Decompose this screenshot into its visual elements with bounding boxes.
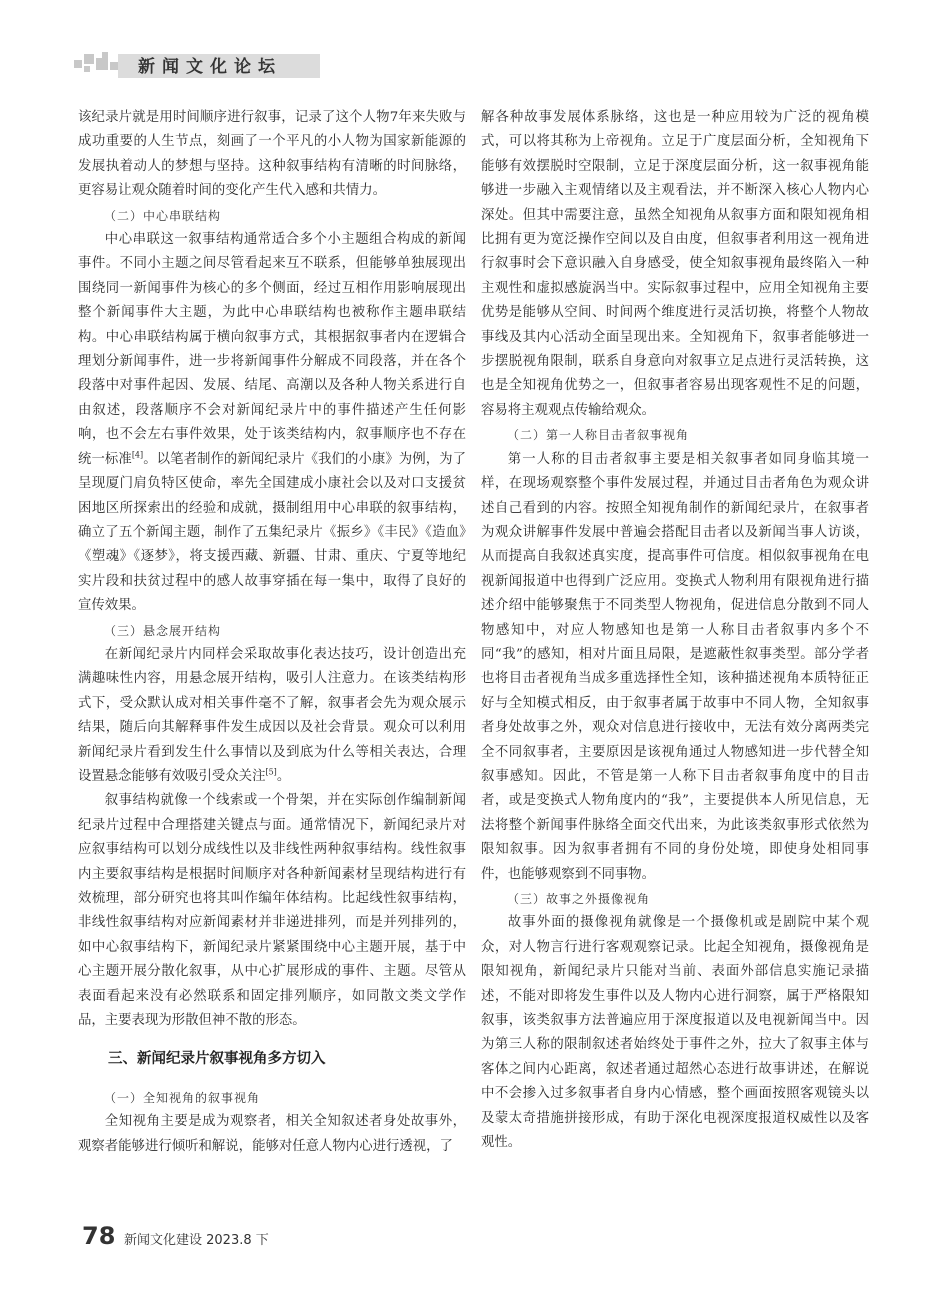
- right-column: [481, 106, 869, 1155]
- paragraph: 全知视角主要是成为观察者，相关全知叙述者身处故事外，观察者能够进行倾听和解说，能够对任意人物内心进行透视，了: [78, 1114, 466, 1154]
- subsection-heading: （二）中心串联结构: [104, 208, 222, 223]
- journal-info: 新闻文化建设 2023.8 下: [124, 1233, 269, 1248]
- paragraph: 解各种故事发展体系脉络，这也是一种应用较为广泛的视角模式，可以将其称为上帝视角。立足于广度层面分析，全知视角下能够有效摆脱时空限制，立足于深度层面分析，这一叙事视角能够进一步融入主观情绪以及主观看法，并不断深入核心人物内心深处。但其中需要注意，虽然全知视角从叙事方面和限知视角相比拥有更为宽泛操作空间以及自由度，但叙事者利用这一视角进行叙事时会下意识融入自身感受，使全知叙事视角最终陷入一种主观性和虚拟感旋涡当中。实际叙事过程中，应用全知视角主要优势是能够从空间、时间两个维度进行灵活切换，将整个人物故事线及其内心活动全面呈现出来。全知视角下，叙事者能够进一步摆脱视角限制，联系自身意向对叙事立足点进行灵活转换，这也是全知视角优势之一，但叙事者容易出现客观性不足的问题，容易将主观观点传输给观众。: [481, 110, 869, 418]
- paragraph: 第一人称的目击者叙事主要是相关叙事者如同身临其境一样，在现场观察整个事件发展过程，并通过目击者角色为观众讲述自己看到的内容。按照全知视角制作的新闻纪录片，在叙事者为观众讲解事件发展中普遍会搭配目击者以及新闻当事人访谈，从而提高自我叙述真实度，提高事件可信度。相似叙事视角在电视新闻报道中也得到广泛应用。变换式人物利用有限视角进行描述介绍中能够聚焦于不同类型人物视角，促进信息分散到不同人物感知中，对应人物感知也是第一人称目击者叙事内多个不同“我”的感知，相对片面且局限，是遮蔽性叙事类型。部分学者也将目击者视角当成多重选择性全知，该种描述视角本质特征正好与全知模式相反，由于叙事者属于故事中不同人物，全知叙事者身处故事之外，观众对信息进行接收中，无法有效分离两类完全不同叙事者，主要原因是该视角通过人物感知进一步代替全知叙事感知。因此，不管是第一人称下目击者叙事角度中的目击者，或是变换式人物角度内的“我”，主要提供本人所见信息，无法将整个新闻事件脉络全面交代出来，为此该类叙事形式依然为限知叙事。因为叙事者拥有不同的身份处境，即使身处相同事件，也能够观察到不同事物。: [481, 451, 869, 882]
- subsection-heading: （一）全知视角的叙事视角: [104, 1090, 261, 1105]
- subsection-heading: （三）悬念展开结构: [104, 623, 222, 638]
- page-number: 78: [82, 1222, 116, 1250]
- section-heading: 三、新闻纪录片叙事视角多方切入: [108, 1051, 326, 1068]
- paragraph: 在新闻纪录片内同样会采取故事化表达技巧，设计创造出充满趣味性内容，用悬念展开结构，吸引人注意力。在该类结构形式下，受众默认成对相关事件毫不了解，叙事者会先为观众展示结果，随后向其解释事件发生成因以及社会背景。观众可以利用新闻纪录片看到发生什么事情以及到底为什么等相关表达，合理设置悬念能够有效吸引受众关注[5]。: [78, 646, 466, 784]
- citation-4: [4]: [131, 450, 144, 460]
- paragraph: 中心串联这一叙事结构通常适合多个小主题组合构成的新闻事件。不同小主题之间尽管看起来互不联系，但能够单独展现出围绕同一新闻事件为核心的多个侧面，经过互相作用影响展现出整个新闻事件大主题，为此中心串联结构也被称作主题串联结构。中心串联结构属于横向叙事方式，其根据叙事者内在逻辑合理划分新闻事件，进一步将新闻事件分解成不同段落，并在各个段落中对事件起因、发展、结尾、高潮以及各种人物关系进行自由叙述，段落顺序不会对新闻纪录片中的事件描述产生任何影响，也不会左右事件效果，处于该类结构内，叙事顺序也不存在统一标准[4]。以笔者制作的新闻纪录片《我们的小康》为例，为了呈现厦门肩负特区使命，率先全国建成小康社会以及对口支援贫困地区所探索出的经验和成就，摄制组用中心串联的叙事结构，确立了五个新闻主题，制作了五集纪录片《振乡》《丰民》《造血》《塑魂》《逐梦》，将支援西藏、新疆、甘肃、重庆、宁夏等地纪实片段和扶贫过程中的感人故事穿插在每一集中，取得了良好的宣传效果。: [78, 232, 467, 614]
- paragraph: 叙事结构就像一个线索或一个骨架，并在实际创作编制新闻纪录片过程中合理搭建关键点与面。通常情况下，新闻纪录片对应叙事结构可以划分成线性以及非线性两种叙事结构。线性叙事内主要叙事结构是根据时间顺序对各种新闻素材呈现结构进行有效梳理，部分研究也将其叫作编年体结构。比起线性叙事结构，非线性叙事结构对应新闻素材并非递进排列，而是并列排列的，如中心叙事结构下，新闻纪录片紧紧围绕中心主题开展，基于中心主题开展分散化叙事，从中心扩展形成的事件、主题。尽管从表面看起来没有必然联系和固定排列顺序，如同散文类文学作品，主要表现为形散但神不散的形态。: [78, 793, 466, 1029]
- paragraph: 该纪录片就是用时间顺序进行叙事，记录了这个人物7年来失败与成功重要的人生节点，刻画了一个平凡的小人物为国家新能源的发展执着动人的梦想与坚持。这种叙事结构有清晰的时间脉络，更容易让观众随着时间的变化产生代入感和共情力。: [78, 110, 466, 199]
- paragraph: 故事外面的摄像视角就像是一个摄像机或是剧院中某个观众，对人物言行进行客观观察记录。比起全知视角，摄像视角是限知视角，新闻纪录片只能对当前、表面外部信息实施记录描述，不能对即将发生事件以及人物内心进行洞察，属于严格限知叙事，该类叙事方法普遍应用于深度报道以及电视新闻当中。因为第三人称的限制叙述者始终处于事件之外，拉大了叙事主体与客体之间内心距离，叙述者通过超然心态进行故事讲述，在解说中不会掺入过多叙事者自身内心情感，整个画面按照客观镜头以及蒙太奇措施拼接形成，有助于深化电视深度报道权威性以及客观性。: [481, 915, 869, 1151]
- subsection-heading: （三）故事之外摄像视角: [507, 892, 651, 906]
- subsection-heading: （二）第一人称目击者叙事视角: [507, 428, 690, 443]
- citation-5: [5]: [265, 767, 277, 777]
- left-column: [78, 106, 466, 1159]
- header-title: 新闻文化论坛: [138, 57, 282, 77]
